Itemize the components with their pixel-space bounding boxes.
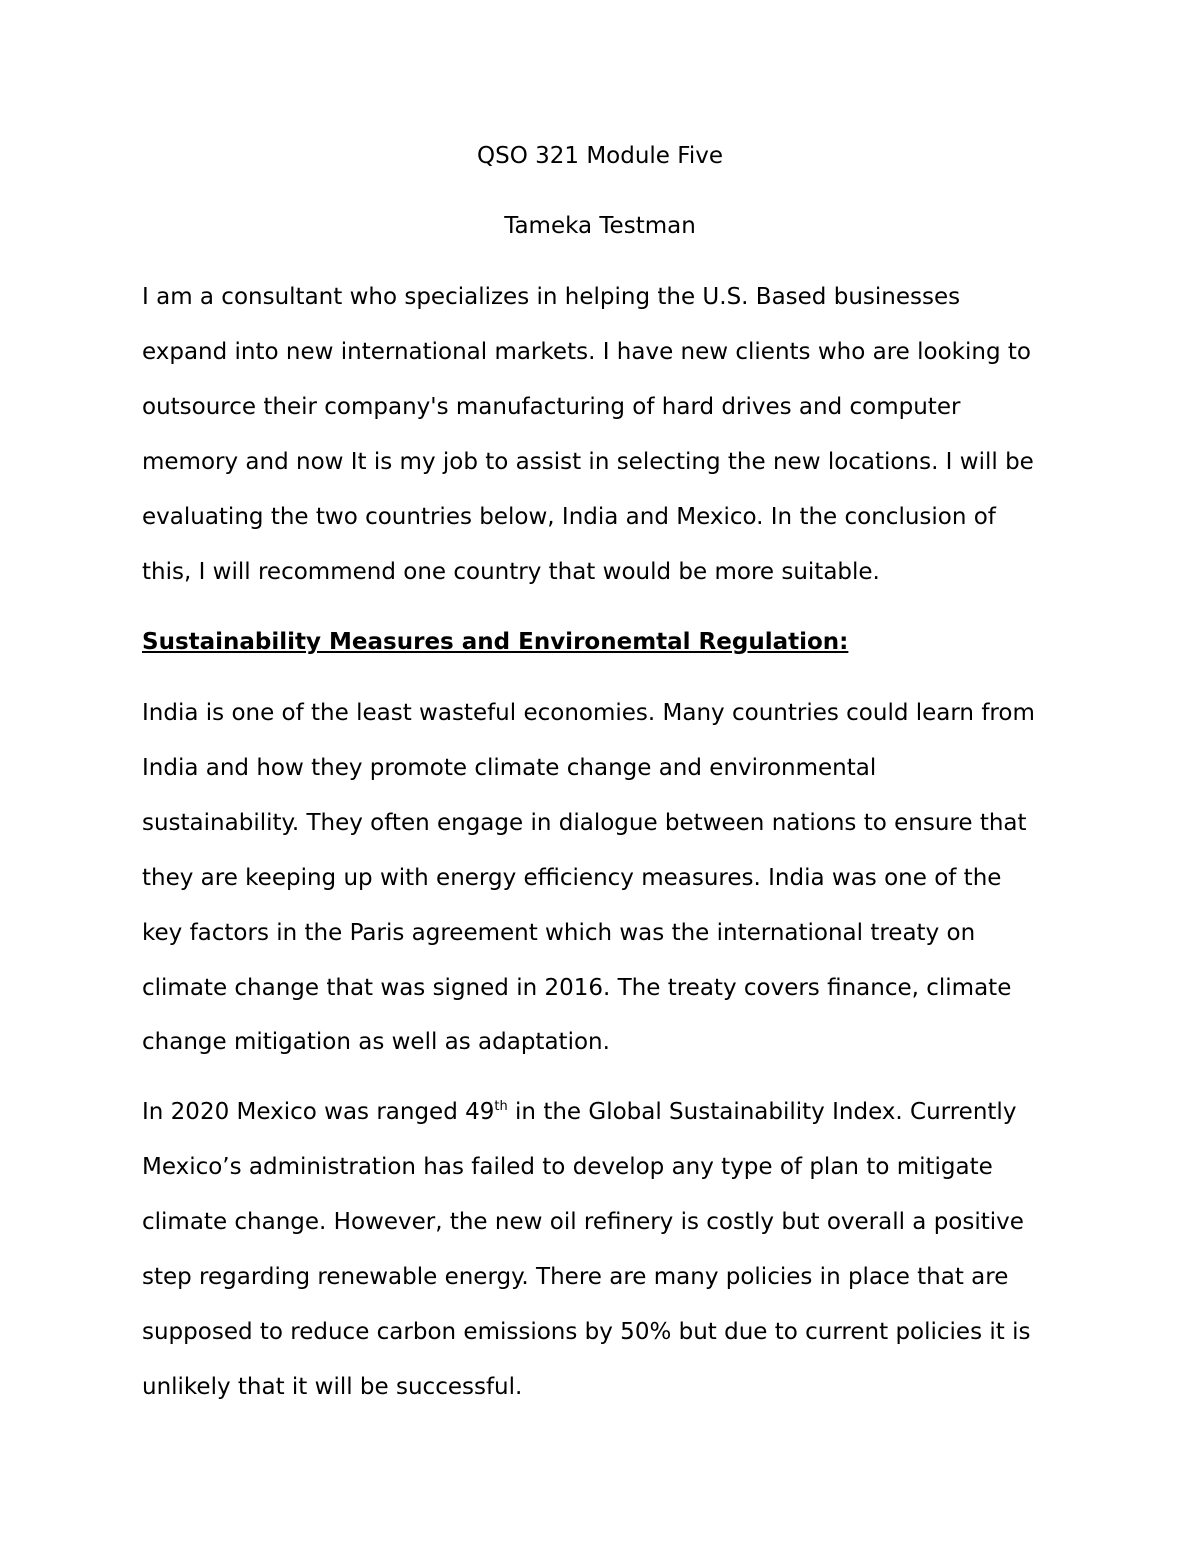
india-paragraph-line: change mitigation as well as adaptation.	[142, 1029, 610, 1055]
intro-line: memory and now It is my job to assist in selecting the new locations. I will be	[142, 449, 1034, 475]
mexico-paragraph-line	[142, 1097, 1016, 1127]
intro-line: outsource their company's manufacturing of hard drives and computer	[142, 394, 961, 420]
mexico-paragraph-line: supposed to reduce carbon emissions by 50% but due to current policies it is	[142, 1319, 1031, 1345]
mexico-paragraph-line: climate change. However, the new oil refinery is costly but overall a positive	[142, 1209, 1024, 1235]
mexico-paragraph-line: unlikely that it will be successful.	[142, 1374, 523, 1400]
india-paragraph-line: sustainability. They often engage in dialogue between nations to ensure that	[142, 810, 1027, 836]
india-paragraph-line: key factors in the Paris agreement which was the international treaty on	[142, 920, 976, 946]
india-paragraph-line: they are keeping up with energy efficiency measures. India was one of the	[142, 865, 1002, 891]
intro-line: evaluating the two countries below, India and Mexico. In the conclusion of	[142, 504, 996, 530]
mexico-paragraph-line: Mexico’s administration has failed to develop any type of plan to mitigate	[142, 1154, 993, 1180]
document-title: QSO 321 Module Five	[477, 143, 723, 169]
intro-line: expand into new international markets. I have new clients who are looking to	[142, 339, 1031, 365]
mexico-line-start: In 2020 Mexico was ranged 49	[142, 1099, 495, 1125]
section-heading: Sustainability Measures and Environemtal Regulation:	[142, 629, 849, 655]
author-name: Tameka Testman	[504, 213, 696, 239]
intro-line: this, I will recommend one country that would be more suitable.	[142, 559, 880, 585]
mexico-paragraph-line: step regarding renewable energy. There are many policies in place that are	[142, 1264, 1009, 1290]
intro-line: I am a consultant who specializes in helping the U.S. Based businesses	[142, 284, 961, 310]
india-paragraph-line: climate change that was signed in 2016. The treaty covers finance, climate	[142, 975, 1012, 1001]
india-paragraph-line: India and how they promote climate change and environmental	[142, 755, 877, 781]
ordinal-suffix: th	[494, 1099, 508, 1114]
india-paragraph-line: India is one of the least wasteful economies. Many countries could learn from	[142, 700, 1035, 726]
mexico-line-end: in the Global Sustainability Index. Currently	[507, 1099, 1017, 1125]
